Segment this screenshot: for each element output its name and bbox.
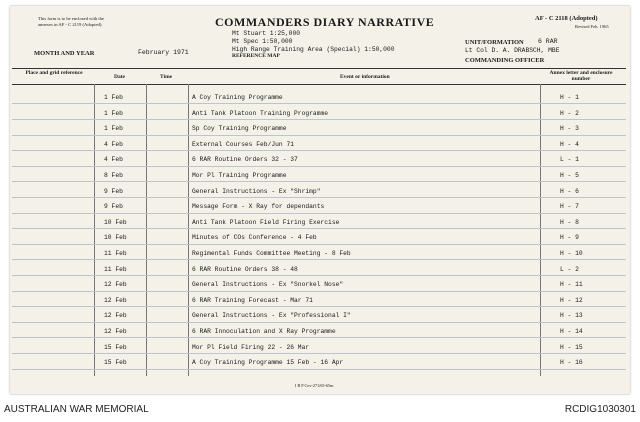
row-event: Minutes of COs Conference - 4 Feb [192, 234, 317, 242]
table-row [12, 294, 626, 307]
row-date: 9 Feb [104, 203, 123, 211]
row-date: 8 Feb [104, 172, 123, 179]
row-event: General Instructions - Ex "Professional I" [192, 312, 351, 320]
row-event: A Coy Training Programme [192, 94, 283, 101]
row-date: 10 Feb [104, 234, 127, 242]
table-row [12, 247, 626, 260]
row-annex: H - 14 [560, 328, 583, 335]
row-annex: H - 15 [560, 343, 583, 351]
map-2: Mt Spec 1:50,000 [232, 38, 293, 45]
row-event: Anti Tank Platoon Training Programme [192, 109, 329, 117]
row-date: 12 Feb [104, 296, 127, 304]
row-annex: H - 6 [560, 187, 579, 195]
table-row [12, 356, 626, 369]
row-annex: H - 9 [560, 234, 579, 242]
reference-map-label: REFERENCE MAP [232, 53, 280, 59]
row-date: 12 Feb [104, 312, 127, 320]
row-annex: H - 13 [560, 312, 583, 320]
table-top-rule [12, 68, 626, 69]
row-date: 12 Feb [104, 328, 127, 335]
table-row [12, 169, 626, 182]
row-event: General Instructions - Ex "Snorkel Nose" [192, 281, 344, 289]
table-row [12, 231, 626, 244]
row-event: Message Form - X Ray for dependants [192, 203, 325, 211]
unit-label: UNIT/FORMATION [465, 39, 524, 46]
table-row [12, 122, 626, 135]
row-date: 4 Feb [104, 140, 123, 148]
row-event: 6 RAR Innoculation and X Ray Programme [192, 328, 336, 335]
table-row [12, 91, 626, 104]
col-header-annex: Annex letter and enclosure number [549, 70, 613, 82]
row-event: External Courses Feb/Jun 71 [192, 140, 295, 148]
row-event: 6 RAR Training Forecast - Mar 71 [192, 296, 313, 304]
table-row [12, 309, 626, 322]
commanding-officer-label: COMMANDING OFFICER [465, 57, 545, 64]
row-event: Anti Tank Platoon Field Firing Exercise [192, 218, 340, 226]
row-annex: H - 11 [560, 281, 583, 289]
row-date: 11 Feb [104, 265, 127, 273]
row-annex: H - 16 [560, 359, 583, 367]
footer-reference: RCDIG1030301 [564, 404, 636, 415]
table-row [12, 138, 626, 151]
print-mark: I B P Cov-271/65-65m [295, 383, 334, 388]
commanding-officer-value: Lt Col D. A. DRABSCH, MBE [465, 47, 560, 54]
col-header-date: Date [114, 74, 125, 80]
table-row [12, 341, 626, 354]
table-header-rule [12, 84, 626, 85]
form-title: COMMANDERS DIARY NARRATIVE [215, 15, 435, 29]
table-row [12, 107, 626, 120]
row-annex: H - 4 [560, 140, 579, 148]
table-row [12, 263, 626, 276]
table-row [12, 200, 626, 213]
row-annex: H - 2 [560, 109, 579, 117]
row-event: Sp Coy Training Programme [192, 125, 287, 133]
footer-institution: AUSTRALIAN WAR MEMORIAL [4, 404, 149, 415]
map-1: Mt Stuart 1:25,000 [232, 30, 301, 37]
row-event: General Instructions - Ex "Shrimp" [192, 187, 321, 195]
row-event: 6 RAR Routine Orders 38 - 48 [192, 265, 298, 273]
revised-date: Revised Feb. 1965 [575, 24, 609, 29]
row-event: 6 RAR Routine Orders 32 - 37 [192, 156, 298, 164]
row-date: 1 Feb [104, 109, 123, 117]
month-year-value: February 1971 [138, 49, 189, 56]
row-date: 10 Feb [104, 218, 127, 226]
unit-value: 6 RAR [538, 38, 558, 45]
row-date: 4 Feb [104, 156, 123, 164]
table-row [12, 216, 626, 229]
row-annex: H - 10 [560, 250, 583, 257]
enclosure-note: This form is to be enclosed with the annexes in AF - C 2119 (Adopted). [38, 16, 104, 27]
row-event: A Coy Training Programme 15 Feb - 16 Apr [192, 359, 344, 367]
row-annex: H - 7 [560, 203, 579, 211]
row-event: Regimental Funds Committee Meeting - 8 Feb [192, 250, 351, 257]
row-annex: H - 12 [560, 296, 583, 304]
row-date: 1 Feb [104, 94, 123, 101]
row-date: 9 Feb [104, 187, 123, 195]
row-annex: L - 2 [560, 265, 579, 273]
map-3: High Range Training Area (Special) 1:50,000 [232, 46, 395, 53]
row-annex: L - 1 [560, 156, 579, 164]
row-date: 1 Feb [104, 125, 123, 133]
table-row [12, 153, 626, 166]
row-annex: H - 3 [560, 125, 579, 133]
row-date: 15 Feb [104, 343, 127, 351]
row-annex: H - 1 [560, 94, 579, 101]
row-annex: H - 5 [560, 172, 579, 179]
row-date: 12 Feb [104, 281, 127, 289]
row-event: Mor Pl Training Programme [192, 172, 287, 179]
col-header-time: Time [160, 74, 173, 80]
table-row [12, 325, 626, 338]
row-event: Mor Pl Field Firing 22 - 26 Mar [192, 343, 310, 351]
row-annex: H - 8 [560, 218, 579, 226]
diary-sheet [10, 6, 630, 394]
table-row [12, 278, 626, 291]
col-header-event: Event or information [340, 74, 390, 80]
row-date: 15 Feb [104, 359, 127, 367]
form-number: AF - C 2118 (Adopted) [535, 15, 598, 22]
month-year-label: MONTH AND YEAR [34, 50, 95, 57]
table-row [12, 185, 626, 198]
col-header-place: Place and grid reference [25, 70, 83, 76]
row-date: 11 Feb [104, 250, 127, 257]
